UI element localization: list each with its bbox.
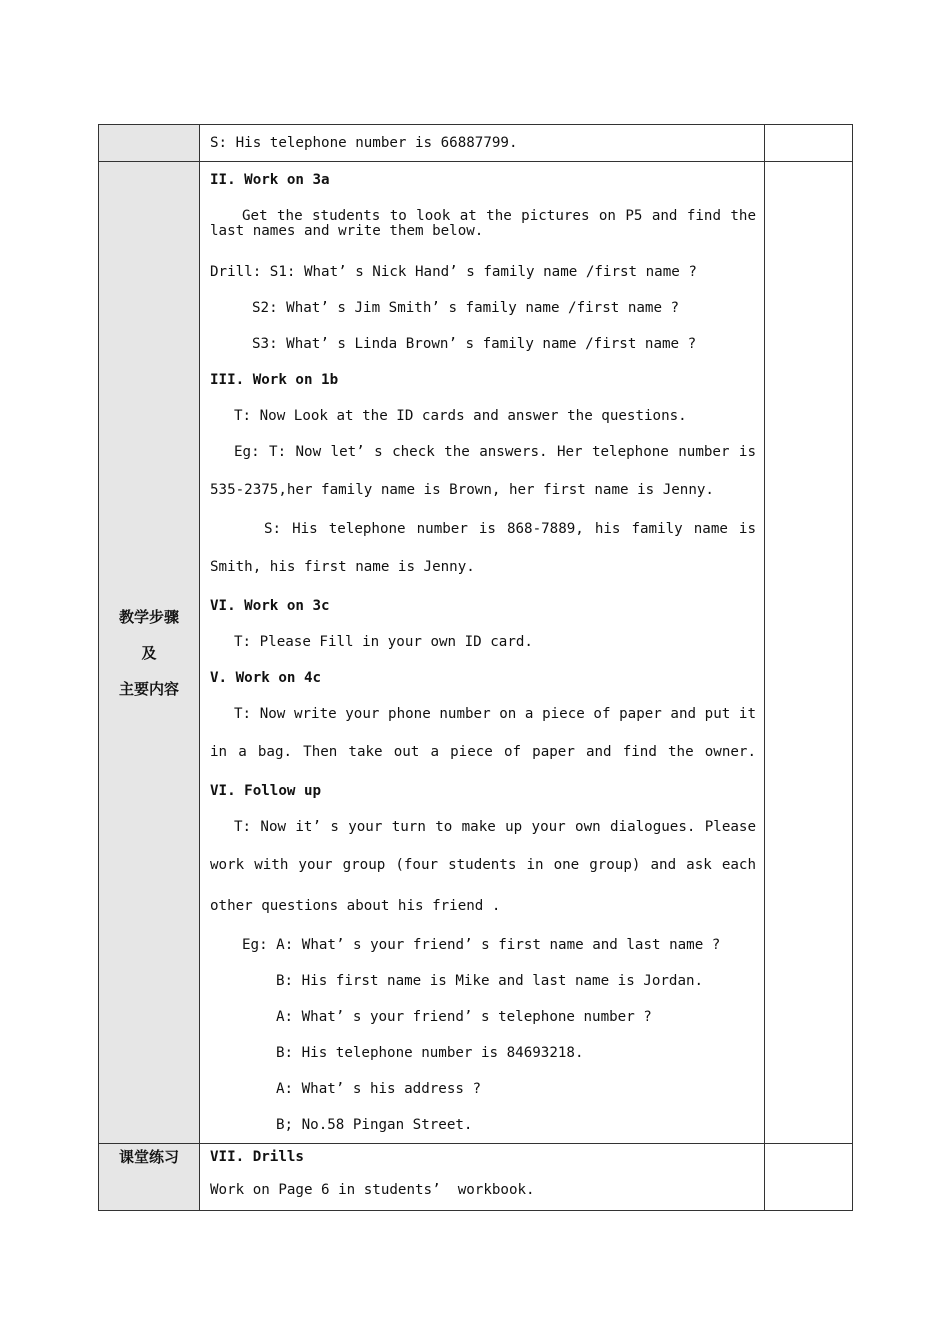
label-line: 课堂练习 — [118, 1148, 179, 1166]
notes-cell-main — [765, 162, 853, 1144]
section-heading: VI. Work on 3c — [210, 598, 330, 614]
lesson-plan-table — [98, 124, 853, 1211]
table-row-practice — [99, 1144, 853, 1211]
text-line: B: His telephone number is 84693218. — [276, 1045, 584, 1061]
content-cell-main — [200, 162, 765, 1144]
text-line: 535-2375,her family name is Brown, her first name is Jenny. — [210, 482, 714, 498]
text-line: T: Now it’ s your turn to make up your own dialogues. Please — [234, 819, 756, 835]
text-line: other questions about his friend . — [210, 898, 501, 914]
section-heading: II. Work on 3a — [210, 172, 330, 188]
section-heading: V. Work on 4c — [210, 670, 322, 686]
text-line: S: His telephone number is 868-7889, his family name is — [264, 521, 756, 537]
text-line: work with your group (four students in one group) and ask each — [210, 857, 756, 873]
text-line: B: His first name is Mike and last name is Jordan. — [276, 973, 704, 989]
notes-cell-practice — [765, 1144, 853, 1211]
content-cell-practice — [200, 1144, 765, 1211]
table-row-top — [99, 125, 853, 162]
section-heading: VI. Follow up — [210, 783, 322, 799]
section-heading: VII. Drills — [210, 1149, 304, 1165]
label-cell-steps — [99, 162, 200, 1144]
text-line: A: What’ s his address ? — [276, 1081, 481, 1097]
text-line: Eg: T: Now let’ s check the answers. Her telephone number is — [234, 444, 756, 460]
text-line: B; No.58 Pingan Street. — [276, 1117, 473, 1133]
table-row-main — [99, 162, 853, 1144]
text-line: S3: What’ s Linda Brown’ s family name /first name ? — [252, 336, 697, 352]
text-line: Work on Page 6 in students’ workbook. — [210, 1182, 535, 1198]
text-line: Smith, his first name is Jenny. — [210, 559, 475, 575]
text-line: T: Please Fill in your own ID card. — [234, 634, 533, 650]
text-line: S2: What’ s Jim Smith’ s family name /first name ? — [252, 300, 680, 316]
label-cell-empty — [99, 125, 200, 162]
text-line: in a bag. Then take out a piece of paper and find the owner. — [210, 744, 756, 760]
text-line: A: What’ s your friend’ s telephone number ? — [276, 1009, 652, 1025]
content-cell-top — [200, 125, 765, 162]
notes-cell-top — [765, 125, 853, 162]
label-line: 教学步骤 — [118, 607, 179, 626]
text-line: T: Now write your phone number on a piece of paper and put it — [234, 706, 756, 722]
text-line: Eg: A: What’ s your friend’ s first name and last name ? — [242, 937, 721, 953]
text-line: S: His telephone number is 66887799. — [210, 135, 518, 151]
label-line: 主要内容 — [118, 679, 179, 698]
label-cell-practice — [99, 1144, 200, 1211]
section-heading: III. Work on 1b — [210, 372, 339, 388]
text-line: Drill: S1: What’ s Nick Hand’ s family name /first name ? — [210, 264, 697, 280]
label-line: 及 — [141, 643, 157, 662]
text-line: T: Now Look at the ID cards and answer the questions. — [234, 408, 687, 424]
text-line: Get the students to look at the pictures on P5 and find the — [242, 208, 756, 224]
text-line: last names and write them below. — [210, 223, 484, 239]
